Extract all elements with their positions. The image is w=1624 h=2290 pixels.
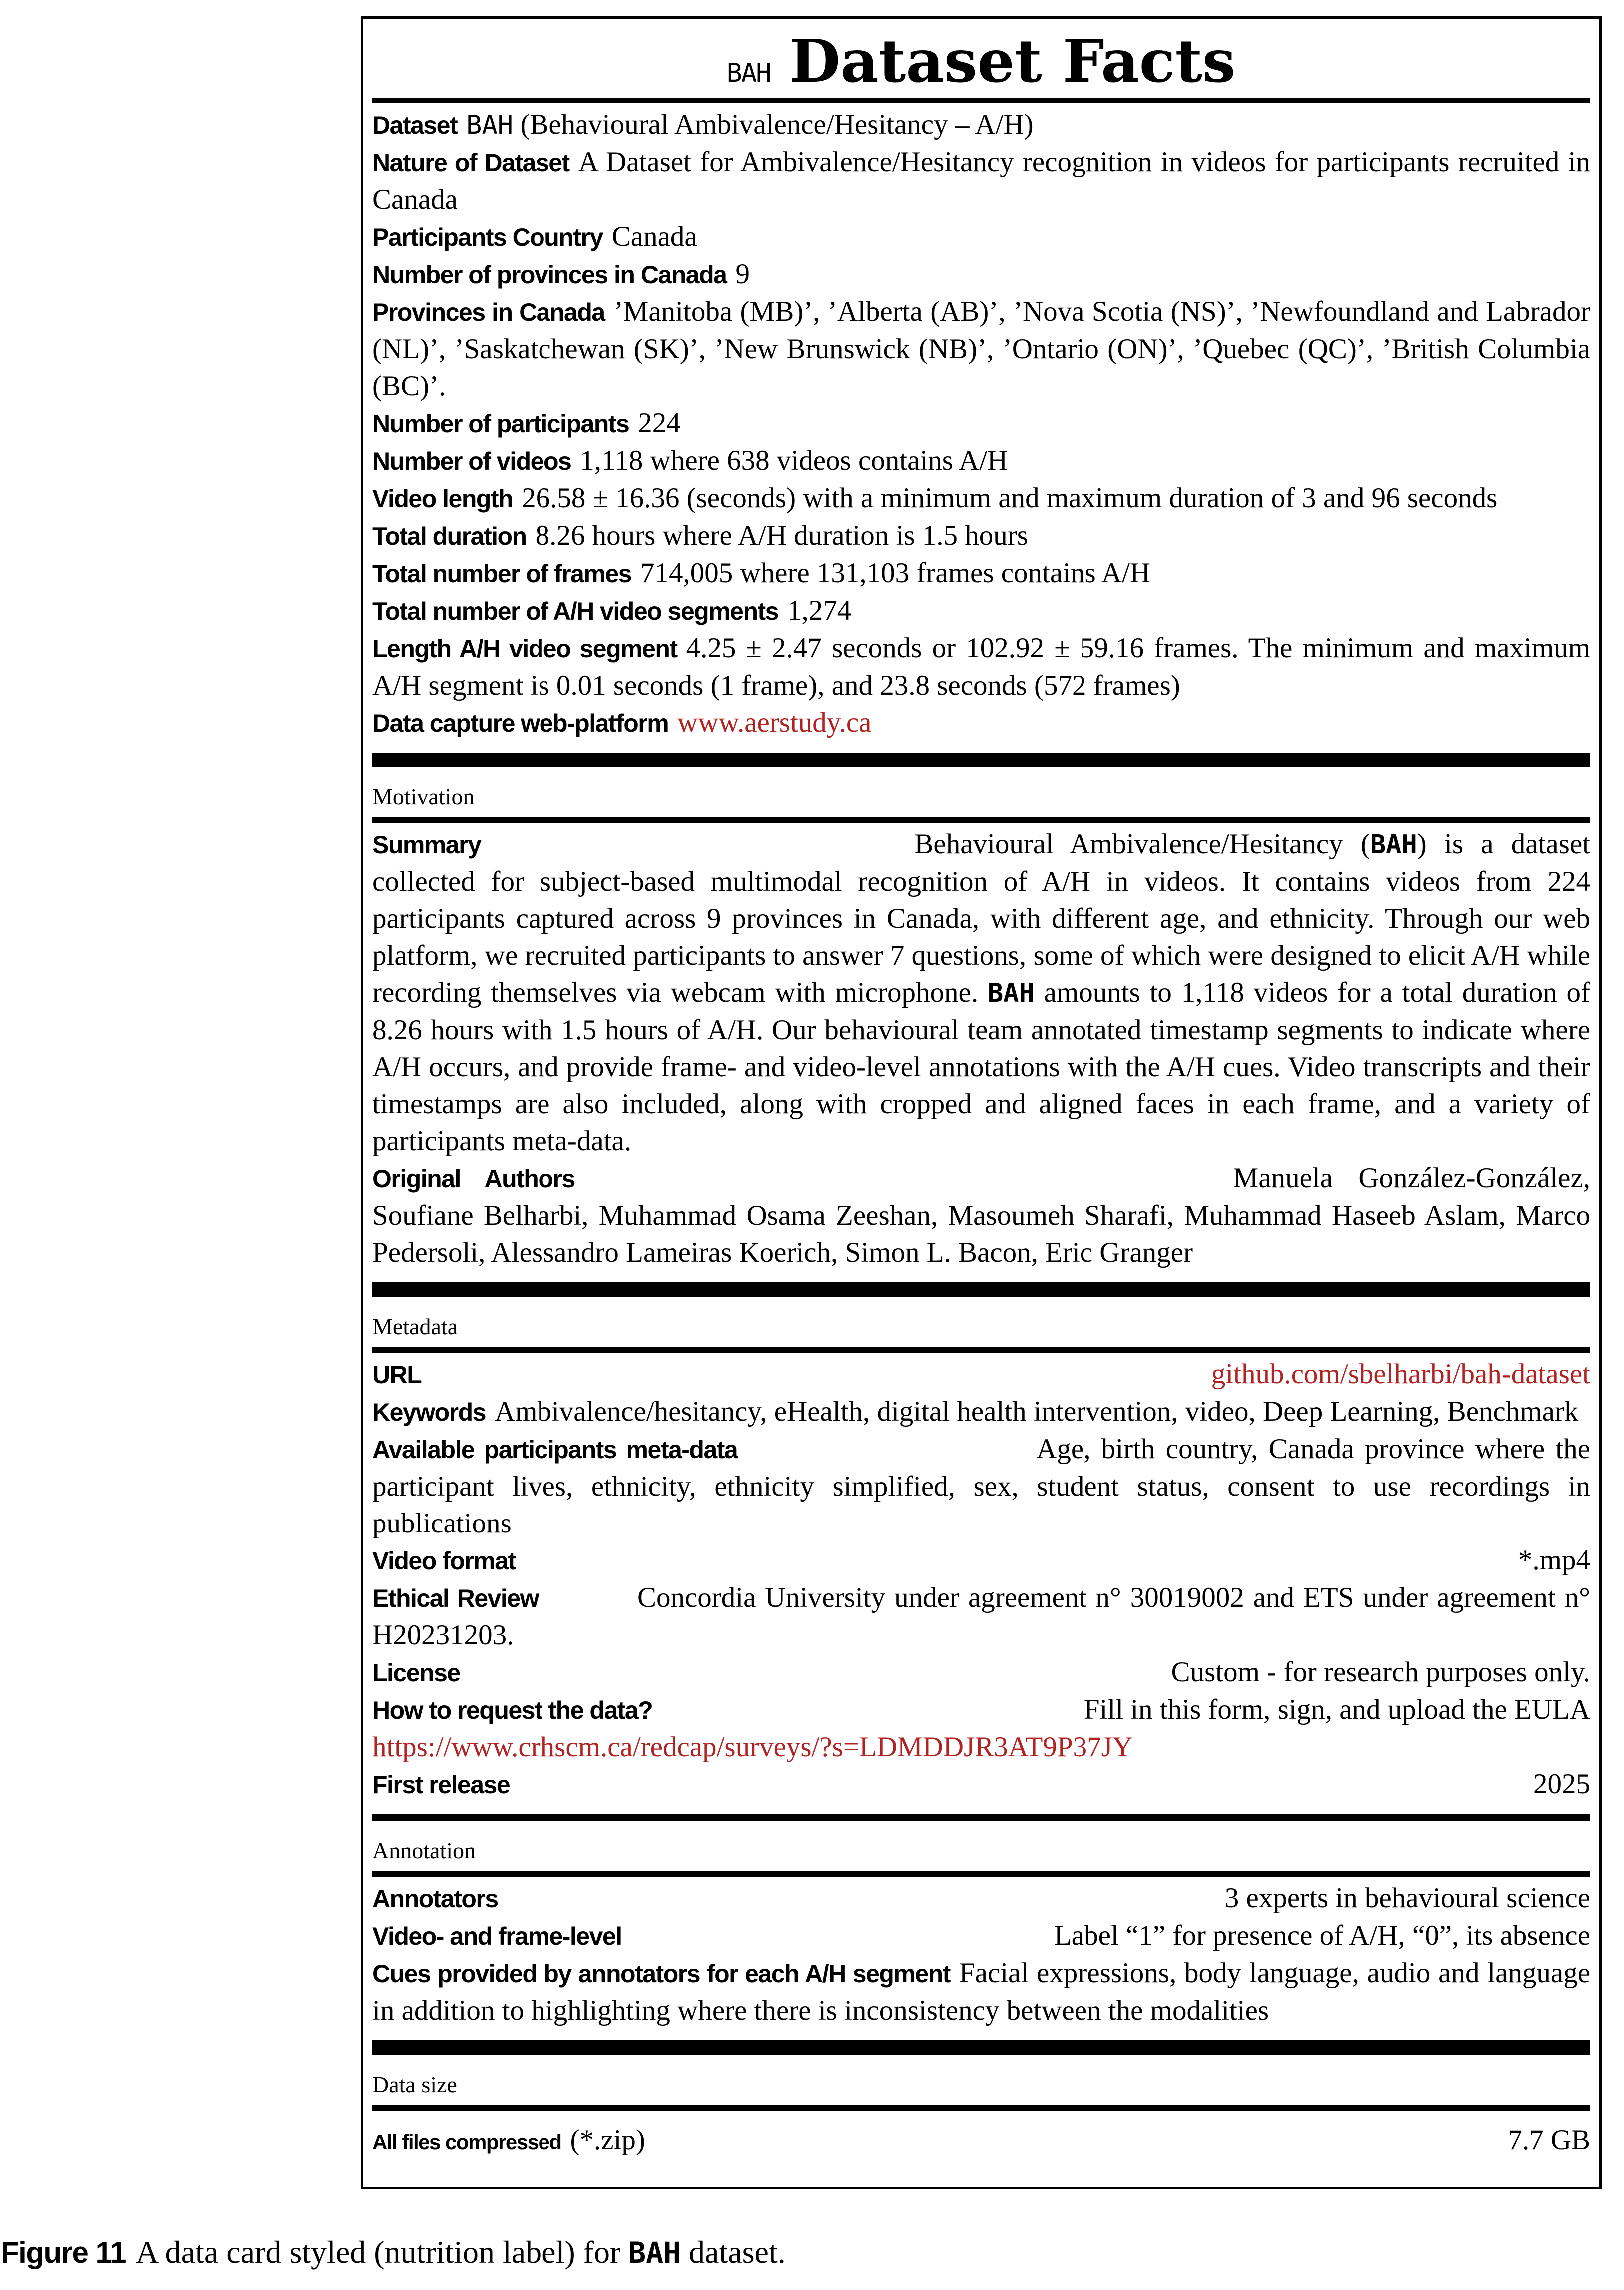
summary-row xyxy=(372,826,1590,1160)
fact-value: 26.58 ± 16.36 (seconds) with a minimum and maximum duration of 3 and 96 seconds xyxy=(522,482,1498,514)
fact-key: Participants Country xyxy=(372,223,603,251)
summary-text-3: amounts to 1,118 videos for a total duration of 8.26 hours with 1.5 hours of A/H. Our behavioural team annotated timestamp segments to indicate where A/H occurs, and provide frame- and video-level annotations with the A/H cues. Video transcripts and their timestamps are also included, along with cropped and aligned faces in each frame, and a variety of participants meta-data. xyxy=(372,977,1590,1157)
section-heading-datasize: Data size xyxy=(372,2072,457,2097)
section-rule-thin xyxy=(372,1871,1590,1877)
fact-video-length xyxy=(372,480,1590,517)
datasize-section xyxy=(372,2111,1590,2161)
request-form-link[interactable]: https://www.crhscm.ca/redcap/surveys/?s=LDMDDJR3AT9P37JY xyxy=(372,1731,1133,1763)
ethics-value: Concordia University under agreement n° 30019002 and ETS under agreement n° H20231203. xyxy=(372,1582,1590,1651)
section-rule-thick xyxy=(372,2040,1590,2055)
fact-provinces xyxy=(372,293,1590,405)
fact-participants xyxy=(372,405,1590,442)
request-row xyxy=(372,1691,1590,1729)
section-heading-metadata: Metadata xyxy=(372,1314,458,1339)
request-key: How to request the data? xyxy=(372,1696,653,1724)
fact-key: Number of participants xyxy=(372,410,629,438)
card-title xyxy=(372,19,1590,96)
fact-value: 1,118 where 638 videos contains A/H xyxy=(580,445,1008,476)
summary-text-2: ) is a dataset collected for subject-based multimodal recognition of A/H in videos. It contains videos from 224 participants captured across 9 provinces in Canada, with different age, and ethnicity. Through our web platform, we recruited participants to answer 7 questions, some of which were designed to elicit A/H while recording themselves via webcam with microphone. xyxy=(372,828,1590,1008)
section-rule-thick xyxy=(372,753,1590,767)
fact-total-frames xyxy=(372,555,1590,592)
files-ext: (*.zip) xyxy=(570,2124,645,2156)
files-key: All files compressed xyxy=(372,2130,561,2154)
license-value: Custom - for research purposes only. xyxy=(1171,1656,1590,1688)
summary-mono-2: BAH xyxy=(987,978,1035,1008)
caption-text-1: A data card styled (nutrition label) for xyxy=(135,2234,621,2270)
fact-value: 714,005 where 131,103 frames contains A/H xyxy=(640,557,1150,589)
fact-key: Number of videos xyxy=(372,447,571,475)
cues-value: Facial expressions, body language, audio and language in addition to highlighting where there is inconsistency between the modalities xyxy=(372,1957,1591,2026)
meta-key: Available participants meta-data xyxy=(372,1436,738,1464)
section-rule-thin xyxy=(372,817,1590,823)
keywords-value: Ambivalence/hesitancy, eHealth, digital health intervention, video, Deep Learning, Benchmark xyxy=(494,1396,1579,1427)
license-row xyxy=(372,1654,1590,1691)
data-card xyxy=(361,16,1602,2189)
fact-key: Total number of frames xyxy=(372,560,631,588)
caption-text-2: dataset. xyxy=(689,2234,786,2270)
summary-key: Summary xyxy=(372,831,481,859)
section-rule-thin xyxy=(372,2105,1590,2111)
url-row xyxy=(372,1356,1590,1393)
fact-key: Number of provinces in Canada xyxy=(372,261,727,289)
section-rule-thin xyxy=(372,1347,1590,1353)
general-section xyxy=(372,103,1590,753)
fact-value: 224 xyxy=(638,407,681,439)
fact-dataset-mono: BAH xyxy=(466,110,514,140)
section-rule-thick xyxy=(372,1282,1590,1297)
figure-caption xyxy=(1,2234,786,2271)
meta-row xyxy=(372,1431,1590,1542)
fact-key: Total duration xyxy=(372,522,527,550)
request-value: Fill in this form, sign, and upload the EULA xyxy=(1083,1694,1590,1725)
cues-row xyxy=(372,1955,1590,2040)
request-link-row xyxy=(372,1729,1590,1766)
fact-value: 4.25 ± 2.47 seconds or 102.92 ± 59.16 frames. The minimum and maximum A/H segment is 0.01 seconds (1 frame), and 23.8 seconds (572 frames) xyxy=(372,632,1591,701)
fact-value: 1,274 xyxy=(787,595,852,626)
web-platform-link[interactable]: www.aerstudy.ca xyxy=(677,707,872,738)
fact-value: 8.26 hours where A/H duration is 1.5 hours xyxy=(535,520,1028,551)
authors-row xyxy=(372,1160,1590,1282)
ethics-row xyxy=(372,1579,1590,1654)
section-heading-annotation: Annotation xyxy=(372,1838,476,1863)
annotation-section xyxy=(372,1877,1590,2040)
release-key: First release xyxy=(372,1771,510,1799)
release-value: 2025 xyxy=(1533,1768,1590,1800)
fact-value: Canada xyxy=(611,221,697,252)
size-value: 7.7 GB xyxy=(1508,2124,1590,2156)
format-key: Video format xyxy=(372,1547,516,1575)
fact-key: Dataset xyxy=(372,111,458,139)
fact-key: Total number of A/H video segments xyxy=(372,597,778,625)
release-row xyxy=(372,1766,1590,1814)
fact-nature xyxy=(372,144,1590,218)
files-row xyxy=(372,2122,1590,2161)
section-rule-medium xyxy=(372,1814,1590,1821)
caption-dataset-name: BAH xyxy=(628,2236,681,2270)
fact-province-count xyxy=(372,256,1590,293)
fact-value: (Behavioural Ambivalence/Hesitancy – A/H) xyxy=(520,109,1034,140)
fact-value: 9 xyxy=(735,258,750,290)
annotators-row xyxy=(372,1880,1590,1917)
fact-videos xyxy=(372,442,1590,480)
fact-value: A Dataset for Ambivalence/Hesitancy recognition in videos for participants recruited in Canada xyxy=(372,146,1590,215)
title-rule xyxy=(372,98,1590,103)
authors-key: Original Authors xyxy=(372,1165,575,1193)
figure-label: Figure 11 xyxy=(1,2236,126,2269)
license-key: License xyxy=(372,1659,460,1687)
title-text: Dataset Facts xyxy=(789,26,1236,96)
summary-text-1: Behavioural Ambivalence/Hesitancy ( xyxy=(914,828,1370,860)
meta-value: Age, birth country, Canada province where the participant lives, ethnicity, ethnicity simplified, sex, student status, consent to use recordings in publications xyxy=(372,1433,1590,1539)
fact-key: Nature of Dataset xyxy=(372,149,569,177)
section-heading-motivation: Motivation xyxy=(372,784,475,809)
keywords-row xyxy=(372,1393,1590,1431)
fact-total-duration xyxy=(372,517,1590,555)
level-value: Label “1” for presence of A/H, “0”, its absence xyxy=(1054,1920,1590,1951)
level-key: Video- and frame-level xyxy=(372,1922,622,1950)
level-row xyxy=(372,1917,1590,1955)
fact-segment-length xyxy=(372,630,1590,704)
metadata-section xyxy=(372,1353,1590,1814)
ethics-key: Ethical Review xyxy=(372,1584,539,1612)
fact-dataset xyxy=(372,106,1590,144)
fact-key: Video length xyxy=(372,485,513,513)
annotators-value: 3 experts in behavioural science xyxy=(1224,1882,1590,1914)
fact-key: Data capture web-platform xyxy=(372,709,669,737)
motivation-section xyxy=(372,823,1590,1282)
cues-key: Cues provided by annotators for each A/H segment xyxy=(372,1960,950,1988)
annotators-key: Annotators xyxy=(372,1885,498,1913)
keywords-key: Keywords xyxy=(372,1398,486,1426)
fact-key: Provinces in Canada xyxy=(372,298,605,326)
fact-web-platform xyxy=(372,704,1590,753)
fact-segments xyxy=(372,592,1590,630)
format-row xyxy=(372,1542,1590,1579)
authors-value: Manuela González-González, Soufiane Belharbi, Muhammad Osama Zeeshan, Masoumeh Sharafi, Muhammad Haseeb Aslam, Marco Pedersoli, Alessandro Lameiras Koerich, Simon L. Bacon, Eric Granger xyxy=(372,1162,1590,1268)
title-dataset-name: BAH xyxy=(726,58,771,88)
fact-value: ’Manitoba (MB)’, ’Alberta (AB)’, ’Nova Scotia (NS)’, ’Newfoundland and Labrador (NL)’, ’Saskatchewan (SK)’, ’New Brunswick (NB)’, ’Ontario (ON)’, ’Quebec (QC)’, ’British Columbia (BC)’. xyxy=(372,296,1590,402)
format-value: *.mp4 xyxy=(1518,1544,1590,1576)
fact-country xyxy=(372,218,1590,256)
github-link[interactable]: github.com/sbelharbi/bah-dataset xyxy=(1211,1358,1590,1390)
summary-mono-1: BAH xyxy=(1370,830,1417,860)
url-key: URL xyxy=(372,1361,422,1389)
fact-key: Length A/H video segment xyxy=(372,635,677,663)
